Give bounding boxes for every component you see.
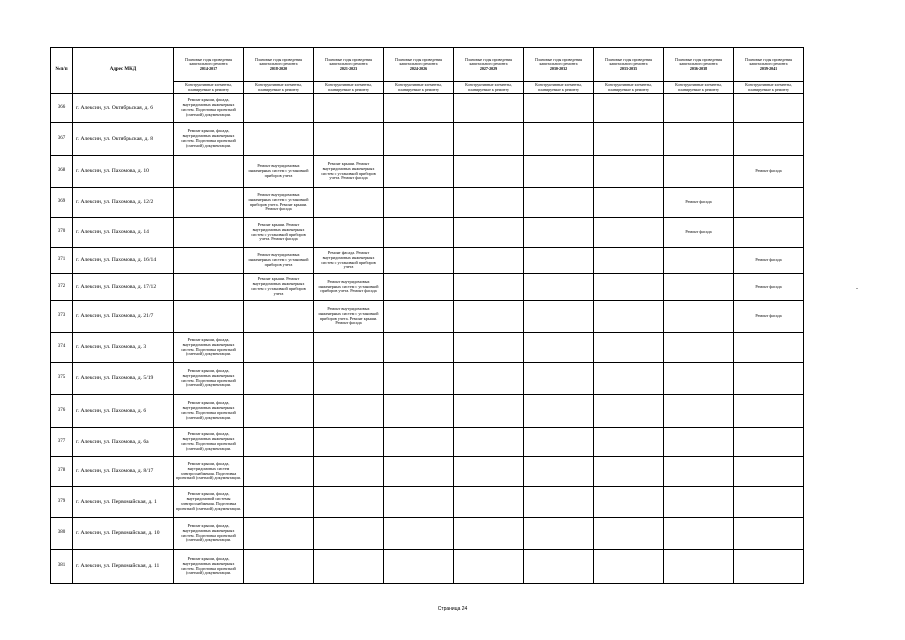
repair-cell xyxy=(174,274,244,301)
repair-cell xyxy=(594,487,664,518)
row-address: г. Алексин, ул. Пахомова, д. 17/12 xyxy=(73,274,174,301)
period-years: 2033-2035 xyxy=(619,65,638,71)
repair-cell xyxy=(594,363,664,395)
row-address: г. Алексин, ул. Первомайская, д. 11 xyxy=(73,550,174,584)
repair-cell xyxy=(384,333,454,363)
repair-cell xyxy=(384,550,454,584)
repair-cell xyxy=(384,123,454,156)
period-header xyxy=(664,48,734,82)
repair-cell xyxy=(594,248,664,274)
period-title: Плановые годы проведения капитального ремонта xyxy=(535,56,582,67)
table-row xyxy=(51,395,804,428)
repair-cell xyxy=(454,188,524,218)
table-row xyxy=(51,333,804,363)
repair-cell xyxy=(244,363,314,395)
repair-cell xyxy=(384,518,454,550)
repair-cell xyxy=(594,428,664,457)
period-years: 2039-2041 xyxy=(759,65,778,71)
repair-cell xyxy=(244,457,314,487)
repair-cell: Ремонт крыши. Ремонт внутридомовых инженерных систем с установкой приборов учета. Ремонт фасада xyxy=(314,156,384,188)
capital-repair-table xyxy=(50,47,804,584)
repair-cell xyxy=(664,123,734,156)
repair-cell xyxy=(594,274,664,301)
repair-cell xyxy=(244,550,314,584)
repair-cell xyxy=(594,333,664,363)
table-row xyxy=(51,218,804,248)
repair-cell xyxy=(524,274,594,301)
repair-cell xyxy=(524,218,594,248)
elements-subheader: Конструктивные элементы, планируемые к ремонту xyxy=(734,82,804,94)
repair-cell xyxy=(384,428,454,457)
repair-cell xyxy=(734,395,804,428)
repair-cell: Ремонт фасада xyxy=(734,156,804,188)
repair-cell xyxy=(454,301,524,333)
period-title: Плановые годы проведения капитального ремонта xyxy=(745,56,792,67)
repair-cell xyxy=(454,550,524,584)
repair-cell: Ремонт внутридомовых инженерных систем с установкой приборов учета xyxy=(244,248,314,274)
repair-cell: Ремонт внутридомовых инженерных систем с установкой приборов учета. Ремонт крыши. Ремонт фасада xyxy=(314,301,384,333)
repair-cell xyxy=(174,218,244,248)
repair-cell xyxy=(454,274,524,301)
repair-cell xyxy=(244,518,314,550)
repair-cell xyxy=(594,218,664,248)
margin-mark: - xyxy=(856,286,858,292)
repair-cell xyxy=(314,457,384,487)
period-header xyxy=(314,48,384,82)
row-address: г. Алексин, ул. Пахомова, д. 12/2 xyxy=(73,188,174,218)
repair-cell xyxy=(734,333,804,363)
period-title: Плановые годы проведения капитального ремонта xyxy=(465,56,512,67)
repair-cell xyxy=(454,218,524,248)
repair-cell xyxy=(524,395,594,428)
period-title: Плановые годы проведения капитального ремонта xyxy=(185,56,232,67)
period-header xyxy=(524,48,594,82)
period-header xyxy=(174,48,244,82)
repair-cell xyxy=(734,457,804,487)
repair-cell xyxy=(384,301,454,333)
repair-cell xyxy=(664,487,734,518)
repair-cell xyxy=(454,487,524,518)
repair-cell xyxy=(384,487,454,518)
repair-cell xyxy=(244,395,314,428)
period-header xyxy=(384,48,454,82)
row-number: 370 xyxy=(51,218,73,248)
repair-cell xyxy=(594,395,664,428)
repair-cell xyxy=(524,428,594,457)
row-number: 379 xyxy=(51,487,73,518)
repair-cell xyxy=(454,123,524,156)
repair-cell xyxy=(594,123,664,156)
repair-cell xyxy=(384,395,454,428)
repair-cell xyxy=(664,395,734,428)
table-row xyxy=(51,248,804,274)
repair-cell xyxy=(524,248,594,274)
repair-cell xyxy=(524,487,594,518)
repair-cell: Ремонт фасада. Ремонт внутридомовых инженерных систем с установкой приборов учета xyxy=(314,248,384,274)
repair-cell xyxy=(454,363,524,395)
repair-cell xyxy=(384,363,454,395)
repair-cell xyxy=(734,188,804,218)
repair-cell xyxy=(524,550,594,584)
repair-cell xyxy=(454,457,524,487)
repair-cell xyxy=(594,301,664,333)
repair-cell xyxy=(594,518,664,550)
repair-cell: Ремонт внутридомовых инженерных систем с установкой приборов учета. Ремонт крыши. Ремонт фасада xyxy=(244,188,314,218)
period-title: Плановые годы проведения капитального ремонта xyxy=(325,56,372,67)
repair-cell xyxy=(384,248,454,274)
row-address: г. Алексин, ул. Пахомова, д. 16/14 xyxy=(73,248,174,274)
repair-cell xyxy=(454,248,524,274)
repair-cell: Ремонт крыши, фасада, внутридомовых инженерных систем. Подготовка проектной (сметной) документации. xyxy=(174,550,244,584)
repair-cell xyxy=(314,550,384,584)
row-address: г. Алексин, ул. Первомайская, д. 10 xyxy=(73,518,174,550)
repair-cell xyxy=(244,301,314,333)
repair-cell: Ремонт фасада xyxy=(734,301,804,333)
repair-cell xyxy=(314,123,384,156)
repair-cell xyxy=(384,156,454,188)
repair-cell xyxy=(384,94,454,123)
elements-subheader: Конструктивные элементы, планируемые к ремонту xyxy=(524,82,594,94)
table-row xyxy=(51,94,804,123)
row-number: 371 xyxy=(51,248,73,274)
elements-subheader: Конструктивные элементы, планируемые к ремонту xyxy=(664,82,734,94)
period-years: 2030-2032 xyxy=(549,65,568,71)
row-address: г. Алексин, ул. Пахомова, д. 5/19 xyxy=(73,363,174,395)
table-row xyxy=(51,428,804,457)
elements-subheader: Конструктивные элементы, планируемые к ремонту xyxy=(244,82,314,94)
repair-cell xyxy=(524,188,594,218)
repair-cell xyxy=(314,428,384,457)
repair-cell xyxy=(664,301,734,333)
row-number: 367 xyxy=(51,123,73,156)
table-row xyxy=(51,123,804,156)
row-address: г. Алексин, ул. Пахомова, д. 14 xyxy=(73,218,174,248)
repair-cell xyxy=(174,301,244,333)
repair-cell xyxy=(314,188,384,218)
row-address: г. Алексин, ул. Октябрьская, д. 6 xyxy=(73,94,174,123)
row-address: г. Алексин, ул. Пахомова, д. 21/7 xyxy=(73,301,174,333)
period-years: 2024-2026 xyxy=(409,65,428,71)
repair-cell xyxy=(174,248,244,274)
repair-cell xyxy=(734,363,804,395)
elements-subheader: Конструктивные элементы, планируемые к ремонту xyxy=(314,82,384,94)
row-number: 378 xyxy=(51,457,73,487)
repair-cell xyxy=(734,123,804,156)
row-address: г. Алексин, ул. Пахомова, д. 8/17 xyxy=(73,457,174,487)
row-address: г. Алексин, ул. Пахомова, д. 6а xyxy=(73,428,174,457)
repair-cell xyxy=(734,550,804,584)
repair-cell xyxy=(384,188,454,218)
table-row xyxy=(51,156,804,188)
row-number: 366 xyxy=(51,94,73,123)
repair-cell xyxy=(454,333,524,363)
repair-cell xyxy=(664,248,734,274)
repair-cell xyxy=(314,363,384,395)
repair-cell xyxy=(664,363,734,395)
repair-cell xyxy=(734,94,804,123)
period-years: 2027-2029 xyxy=(479,65,498,71)
row-address: г. Алексин, ул. Пахомова, д. 10 xyxy=(73,156,174,188)
period-title: Плановые годы проведения капитального ремонта xyxy=(605,56,652,67)
table-row xyxy=(51,363,804,395)
repair-cell: Ремонт внутридомовых инженерных систем с установкой приборов учета. Ремонт фасада xyxy=(314,274,384,301)
table-row xyxy=(51,274,804,301)
period-years: 2021-2023 xyxy=(339,65,358,71)
row-number: 369 xyxy=(51,188,73,218)
repair-cell xyxy=(244,333,314,363)
repair-cell xyxy=(454,395,524,428)
repair-cell: Ремонт крыши. Ремонт внутридомовых инженерных систем с установкой приборов учета xyxy=(244,274,314,301)
row-number: 377 xyxy=(51,428,73,457)
repair-cell: Ремонт фасада xyxy=(664,188,734,218)
period-title: Плановые годы проведения капитального ремонта xyxy=(395,56,442,67)
repair-cell: Ремонт крыши, фасада, внутридомовых инженерных систем. Подготовка проектной (сметной) документации. xyxy=(174,395,244,428)
repair-cell xyxy=(524,457,594,487)
number-column-header: №п/п xyxy=(51,48,73,94)
elements-subheader: Конструктивные элементы, планируемые к ремонту xyxy=(594,82,664,94)
repair-cell xyxy=(244,94,314,123)
repair-cell xyxy=(174,156,244,188)
repair-cell xyxy=(664,333,734,363)
repair-cell: Ремонт внутридомовых инженерных систем с установкой приборов учета xyxy=(244,156,314,188)
repair-cell xyxy=(524,123,594,156)
row-number: 375 xyxy=(51,363,73,395)
row-number: 381 xyxy=(51,550,73,584)
repair-cell xyxy=(454,156,524,188)
repair-cell xyxy=(594,457,664,487)
repair-cell: Ремонт крыши, фасада, внутридомовой системы электроснабжения. Подготовка проектной (сметной) документации. xyxy=(174,487,244,518)
row-address: г. Алексин, ул. Пахомова, д. 6 xyxy=(73,395,174,428)
repair-cell xyxy=(174,188,244,218)
repair-cell xyxy=(734,218,804,248)
repair-cell: Ремонт фасада xyxy=(664,218,734,248)
repair-cell xyxy=(734,518,804,550)
repair-cell xyxy=(384,457,454,487)
repair-cell xyxy=(454,428,524,457)
repair-cell xyxy=(314,94,384,123)
repair-cell xyxy=(664,156,734,188)
row-number: 376 xyxy=(51,395,73,428)
period-header xyxy=(244,48,314,82)
period-header xyxy=(594,48,664,82)
row-number: 373 xyxy=(51,301,73,333)
row-number: 380 xyxy=(51,518,73,550)
table-row xyxy=(51,301,804,333)
repair-cell xyxy=(664,550,734,584)
repair-cell xyxy=(314,333,384,363)
period-years: 2014-2017 xyxy=(199,65,218,71)
repair-cell xyxy=(244,428,314,457)
repair-cell xyxy=(594,550,664,584)
period-years: 2036-2038 xyxy=(689,65,708,71)
repair-cell xyxy=(594,188,664,218)
repair-cell xyxy=(244,123,314,156)
repair-cell: Ремонт фасада xyxy=(734,274,804,301)
repair-cell xyxy=(594,156,664,188)
elements-subheader: Конструктивные элементы, планируемые к ремонту xyxy=(174,82,244,94)
repair-cell: Ремонт крыши, фасада, внутридомовых систем электроснабжения. Подготовка проектной (сметной) документации. xyxy=(174,457,244,487)
header-row-periods xyxy=(51,48,804,82)
repair-cell xyxy=(314,395,384,428)
table-row xyxy=(51,550,804,584)
repair-cell: Ремонт фасада xyxy=(734,248,804,274)
table-row xyxy=(51,487,804,518)
repair-cell xyxy=(314,487,384,518)
repair-cell xyxy=(524,363,594,395)
repair-cell xyxy=(524,301,594,333)
period-header xyxy=(734,48,804,82)
repair-cell xyxy=(664,428,734,457)
repair-cell xyxy=(524,518,594,550)
repair-cell xyxy=(314,218,384,248)
repair-cell xyxy=(384,274,454,301)
repair-cell xyxy=(454,518,524,550)
elements-subheader: Конструктивные элементы, планируемые к ремонту xyxy=(384,82,454,94)
period-years: 2018-2020 xyxy=(269,65,288,71)
repair-cell: Ремонт крыши. Ремонт внутридомовых инженерных систем с установкой приборов учета. Ремонт фасада xyxy=(244,218,314,248)
elements-subheader: Конструктивные элементы, планируемые к ремонту xyxy=(454,82,524,94)
repair-cell xyxy=(524,156,594,188)
repair-cell xyxy=(664,274,734,301)
row-number: 368 xyxy=(51,156,73,188)
repair-cell xyxy=(454,94,524,123)
repair-cell xyxy=(664,457,734,487)
page-number: Страница 24 xyxy=(437,606,468,612)
table-row xyxy=(51,457,804,487)
repair-cell xyxy=(734,487,804,518)
repair-cell xyxy=(314,518,384,550)
period-title: Плановые годы проведения капитального ремонта xyxy=(255,56,302,67)
repair-cell xyxy=(244,487,314,518)
repair-cell xyxy=(734,428,804,457)
address-column-header: Адрес МКД xyxy=(73,48,174,94)
repair-cell: Ремонт крыши, фасада, внутридомовых инженерных систем. Подготовка проектной (сметной) документации. xyxy=(174,428,244,457)
repair-cell xyxy=(594,94,664,123)
row-address: г. Алексин, ул. Пахомова, д. 3 xyxy=(73,333,174,363)
table-row xyxy=(51,518,804,550)
repair-cell: Ремонт крыши, фасада, внутридомовых инженерных систем. Подготовка проектной (сметной) документации. xyxy=(174,333,244,363)
row-number: 372 xyxy=(51,274,73,301)
row-number: 374 xyxy=(51,333,73,363)
repair-cell: Ремонт крыши, фасада, внутридомовых инженерных систем. Подготовка проектной (сметной) документации. xyxy=(174,518,244,550)
repair-cell xyxy=(384,218,454,248)
repair-cell: Ремонт крыши, фасада, внутридомовых инженерных систем. Подготовка проектной (сметной) документации. xyxy=(174,94,244,123)
repair-cell: Ремонт крыши, фасада, внутридомовых инженерных систем. Подготовка проектной (сметной) документации. xyxy=(174,123,244,156)
period-header xyxy=(454,48,524,82)
repair-cell: Ремонт крыши, фасада, внутридомовых инженерных систем. Подготовка проектной (сметной) документации. xyxy=(174,363,244,395)
repair-cell xyxy=(664,94,734,123)
period-title: Плановые годы проведения капитального ремонта xyxy=(675,56,722,67)
row-address: г. Алексин, ул. Октябрьская, д. 8 xyxy=(73,123,174,156)
row-address: г. Алексин, ул. Первомайская, д. 1 xyxy=(73,487,174,518)
repair-cell xyxy=(664,518,734,550)
repair-cell xyxy=(524,333,594,363)
table-row xyxy=(51,188,804,218)
repair-cell xyxy=(524,94,594,123)
